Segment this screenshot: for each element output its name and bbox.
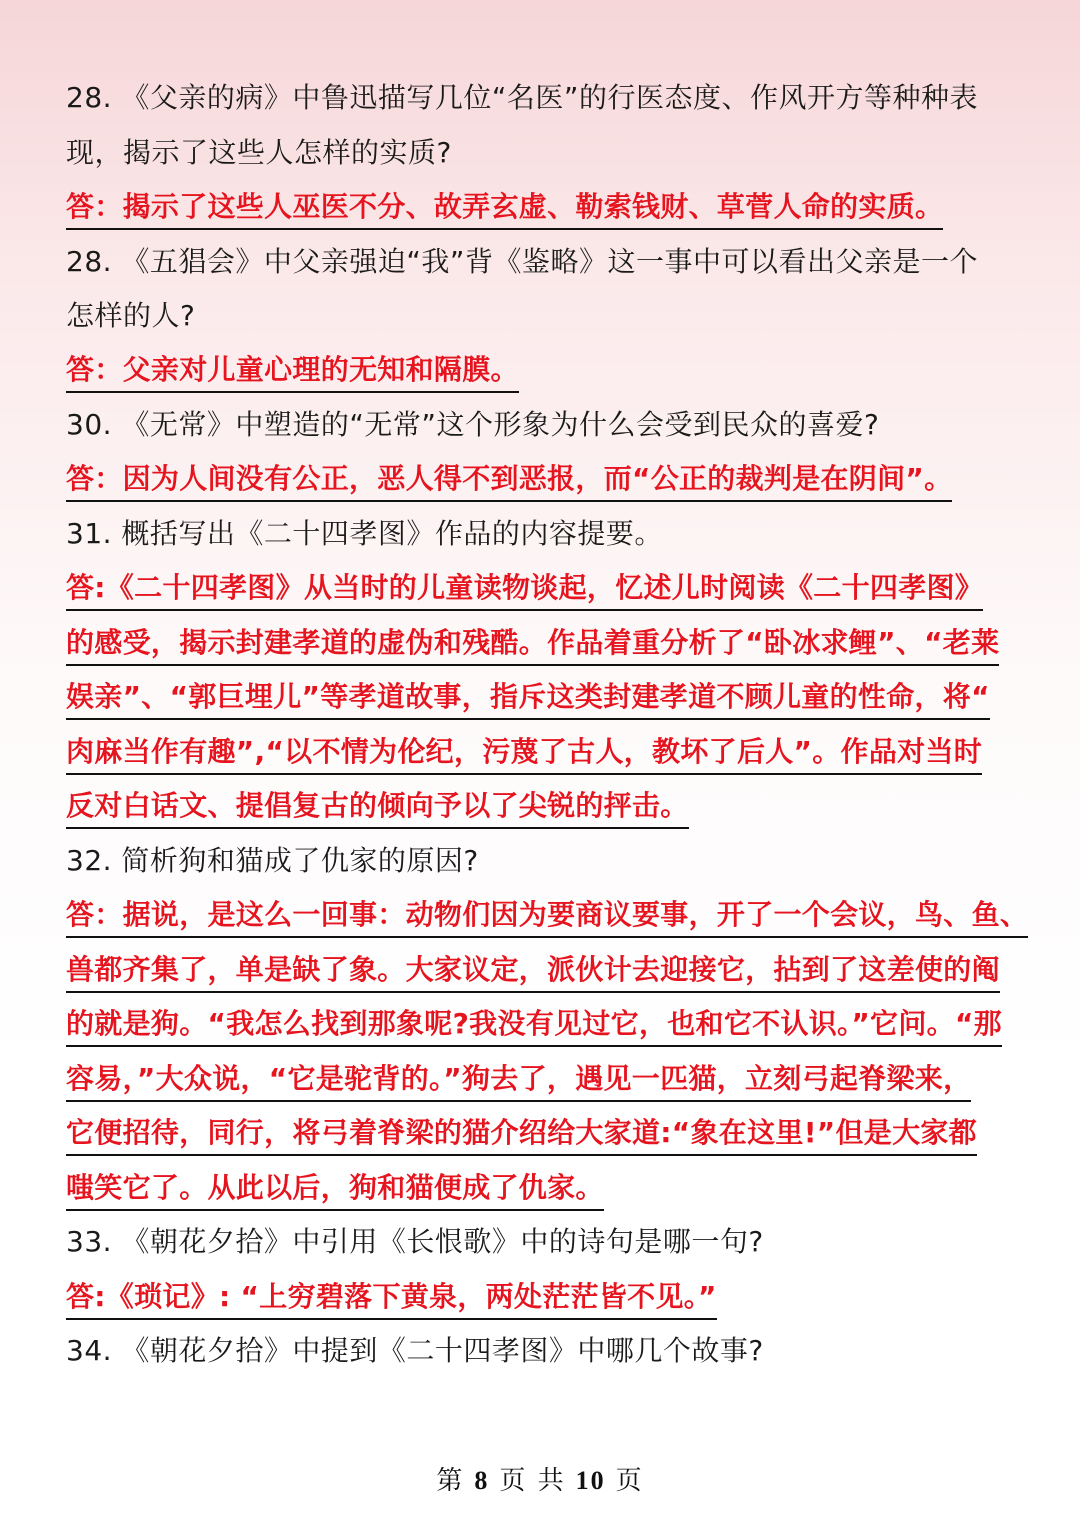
answer-30: 答：因为人间没有公正，恶人得不到恶报，而“公正的裁判是在阴间”。 — [66, 459, 952, 502]
answer-32-line-3: 的就是狗。“我怎么找到那象呢?我没有见过它，也和它不认识。”它问。“那 — [66, 1004, 1002, 1047]
answer-32-line-5: 它便招待，同行，将弓着脊梁的猫介绍给大家道:“象在这里!”但是大家都 — [66, 1113, 977, 1156]
footer-mid: 页 共 — [499, 1466, 566, 1496]
answer-32-line-1: 答：据说，是这么一回事：动物们因为要商议要事，开了一个会议，鸟、鱼、 — [66, 895, 1028, 938]
answer-31-line-5: 反对白话文、提倡复古的倾向予以了尖锐的抨击。 — [66, 786, 689, 829]
answer-33: 答:《琐记》: “上穷碧落下黄泉，两处茫茫皆不见。” — [66, 1277, 717, 1320]
answer-31-line-4: 肉麻当作有趣”,“以不情为伦纪，污蔑了古人，教坏了后人”。作品对当时 — [66, 732, 982, 775]
question-28-line-2: 现，揭示了这些人怎样的实质? — [66, 136, 452, 169]
answer-31-line-3: 娱亲”、“郭巨埋儿”等孝道故事，指斥这类封建孝道不顾儿童的性命，将“ — [66, 677, 990, 720]
answer-31-line-2: 的感受，揭示封建孝道的虚伪和残酷。作品着重分析了“卧冰求鲤”、“老莱 — [66, 623, 999, 666]
question-28b-line-1: 28. 《五猖会》中父亲强迫“我”背《鉴略》这一事中可以看出父亲是一个 — [66, 245, 978, 278]
total-page-number: 10 — [575, 1466, 606, 1495]
answer-32-line-4: 容易，”大众说，“它是驼背的。”狗去了，遇见一匹猫，立刻弓起脊梁来， — [66, 1059, 971, 1102]
question-31: 31. 概括写出《二十四孝图》作品的内容提要。 — [66, 517, 663, 550]
answer-32-line-2: 兽都齐集了，单是缺了象。大家议定，派伙计去迎接它，拈到了这差使的阄 — [66, 950, 1000, 993]
question-32: 32. 简析狗和猫成了仇家的原因? — [66, 844, 479, 877]
footer-suffix: 页 — [615, 1466, 644, 1496]
answer-28b: 答：父亲对儿童心理的无知和隔膜。 — [66, 350, 519, 393]
page-footer — [0, 1460, 1080, 1497]
answer-28: 答：揭示了这些人巫医不分、故弄玄虚、勒索钱财、草菅人命的实质。 — [66, 187, 943, 230]
question-33: 33. 《朝花夕拾》中引用《长恨歌》中的诗句是哪一句? — [66, 1225, 764, 1258]
question-28-line-1: 28. 《父亲的病》中鲁迅描写几位“名医”的行医态度、作风开方等种种表 — [66, 81, 978, 114]
current-page-number: 8 — [474, 1466, 490, 1495]
question-30: 30. 《无常》中塑造的“无常”这个形象为什么会受到民众的喜爱? — [66, 408, 880, 441]
footer-prefix: 第 — [436, 1466, 465, 1496]
answer-32-line-6: 嗤笑它了。从此以后，狗和猫便成了仇家。 — [66, 1168, 604, 1211]
question-28b-line-2: 怎样的人? — [66, 299, 196, 332]
answer-31-line-1: 答:《二十四孝图》从当时的儿童读物谈起，忆述儿时阅读《二十四孝图》 — [66, 568, 983, 611]
question-34: 34. 《朝花夕拾》中提到《二十四孝图》中哪几个故事? — [66, 1334, 764, 1367]
